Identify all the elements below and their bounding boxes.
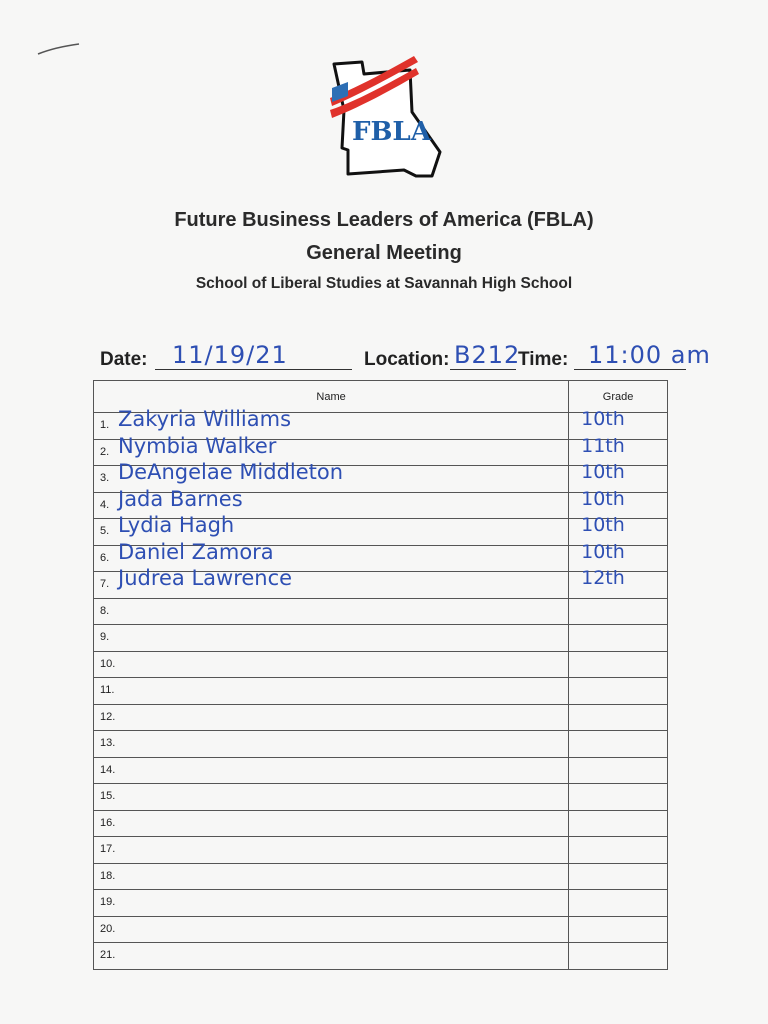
attendee-name: Zakyria Williams [118, 407, 292, 431]
pen-stroke-mark [36, 40, 81, 60]
table-row [94, 943, 668, 970]
row-number: 14. [100, 763, 116, 776]
name-cell[interactable] [94, 863, 569, 890]
date-line [155, 369, 352, 370]
row-number: 12. [100, 710, 116, 723]
table-row [94, 731, 668, 758]
row-number: 2. [100, 445, 110, 458]
attendance-table [93, 380, 668, 970]
name-cell[interactable] [94, 566, 569, 599]
name-cell[interactable] [94, 678, 569, 705]
name-cell[interactable] [94, 890, 569, 917]
attendee-grade: 12th [581, 567, 625, 589]
table-row [94, 890, 668, 917]
row-number: 11. [100, 684, 115, 696]
table-row [94, 810, 668, 837]
attendee-grade: 10th [581, 514, 625, 536]
location-value[interactable]: B212 [454, 341, 521, 369]
grade-cell[interactable] [569, 731, 668, 758]
attendee-name: Nymbia Walker [118, 433, 277, 458]
row-number: 16. [100, 816, 116, 829]
school-subtitle: School of Liberal Studies at Savannah High School [195, 275, 573, 292]
name-cell[interactable] [94, 731, 569, 758]
table-row [94, 784, 668, 811]
grade-cell[interactable] [569, 863, 668, 890]
table-row [94, 757, 668, 784]
name-cell[interactable] [94, 757, 569, 784]
row-number: 1. [100, 419, 110, 431]
name-column-header: Name [94, 381, 569, 413]
row-number: 3. [100, 472, 110, 484]
row-number: 8. [100, 604, 110, 617]
name-cell[interactable] [94, 810, 569, 837]
table-row [94, 572, 668, 599]
table-row [94, 678, 668, 705]
table-row [94, 837, 668, 864]
location-line [450, 369, 516, 370]
grade-column-header: Grade [569, 381, 668, 413]
row-number: 9. [100, 631, 110, 643]
name-cell[interactable] [94, 916, 569, 943]
row-number: 15. [100, 790, 116, 802]
grade-cell[interactable] [569, 567, 668, 599]
attendee-name: Jada Barnes [118, 486, 243, 511]
grade-cell[interactable] [569, 757, 668, 784]
table-row [94, 863, 668, 890]
time-value[interactable]: 11:00 am [588, 341, 711, 369]
table-row [94, 651, 668, 678]
table-row [94, 916, 668, 943]
date-label: Date: [100, 349, 148, 370]
attendee-name: Lydia Hagh [118, 513, 235, 537]
attendee-grade: 10th [581, 540, 625, 563]
org-title: Future Business Leaders of America (FBLA) [174, 209, 594, 231]
meeting-details [100, 341, 711, 375]
attendee-grade: 10th [581, 461, 625, 483]
name-cell[interactable] [94, 704, 569, 731]
row-number: 5. [100, 525, 110, 537]
time-label: Time: [518, 349, 569, 370]
logo-text: FBLA [352, 117, 431, 147]
location-label: Location: [364, 349, 450, 370]
grade-cell[interactable] [569, 625, 668, 652]
grade-cell[interactable] [569, 678, 668, 705]
grade-cell[interactable] [569, 651, 668, 678]
attendee-name: Judrea Lawrence [118, 566, 293, 590]
row-number: 4. [100, 498, 110, 511]
name-cell[interactable] [94, 625, 569, 652]
name-cell[interactable] [94, 784, 569, 811]
grade-cell[interactable] [569, 704, 668, 731]
row-number: 13. [100, 737, 116, 749]
meeting-title: General Meeting [306, 242, 462, 264]
row-number: 6. [100, 551, 110, 564]
row-number: 19. [100, 896, 116, 908]
grade-cell[interactable] [569, 943, 668, 970]
grade-cell[interactable] [569, 890, 668, 917]
name-cell[interactable] [94, 651, 569, 678]
grade-cell[interactable] [569, 598, 668, 625]
row-number: 17. [100, 843, 116, 855]
table-row [94, 625, 668, 652]
grade-cell[interactable] [569, 784, 668, 811]
fbla-georgia-logo [322, 52, 447, 192]
date-value[interactable]: 11/19/21 [172, 341, 288, 369]
attendee-name: DeAngelae Middleton [118, 460, 344, 484]
grade-cell[interactable] [569, 837, 668, 864]
row-number: 18. [100, 869, 116, 882]
row-number: 10. [100, 657, 116, 670]
attendee-grade: 10th [581, 487, 625, 510]
row-number: 20. [100, 922, 116, 935]
attendee-name: Daniel Zamora [118, 539, 274, 564]
table-row [94, 704, 668, 731]
row-number: 7. [100, 578, 110, 590]
time-line [574, 369, 686, 370]
attendee-grade: 10th [581, 408, 625, 430]
row-number: 21. [100, 949, 116, 961]
name-cell[interactable] [94, 598, 569, 625]
name-cell[interactable] [94, 837, 569, 864]
name-cell[interactable] [94, 943, 569, 970]
table-row [94, 598, 668, 625]
attendee-grade: 11th [581, 434, 625, 457]
grade-cell[interactable] [569, 916, 668, 943]
grade-cell[interactable] [569, 810, 668, 837]
